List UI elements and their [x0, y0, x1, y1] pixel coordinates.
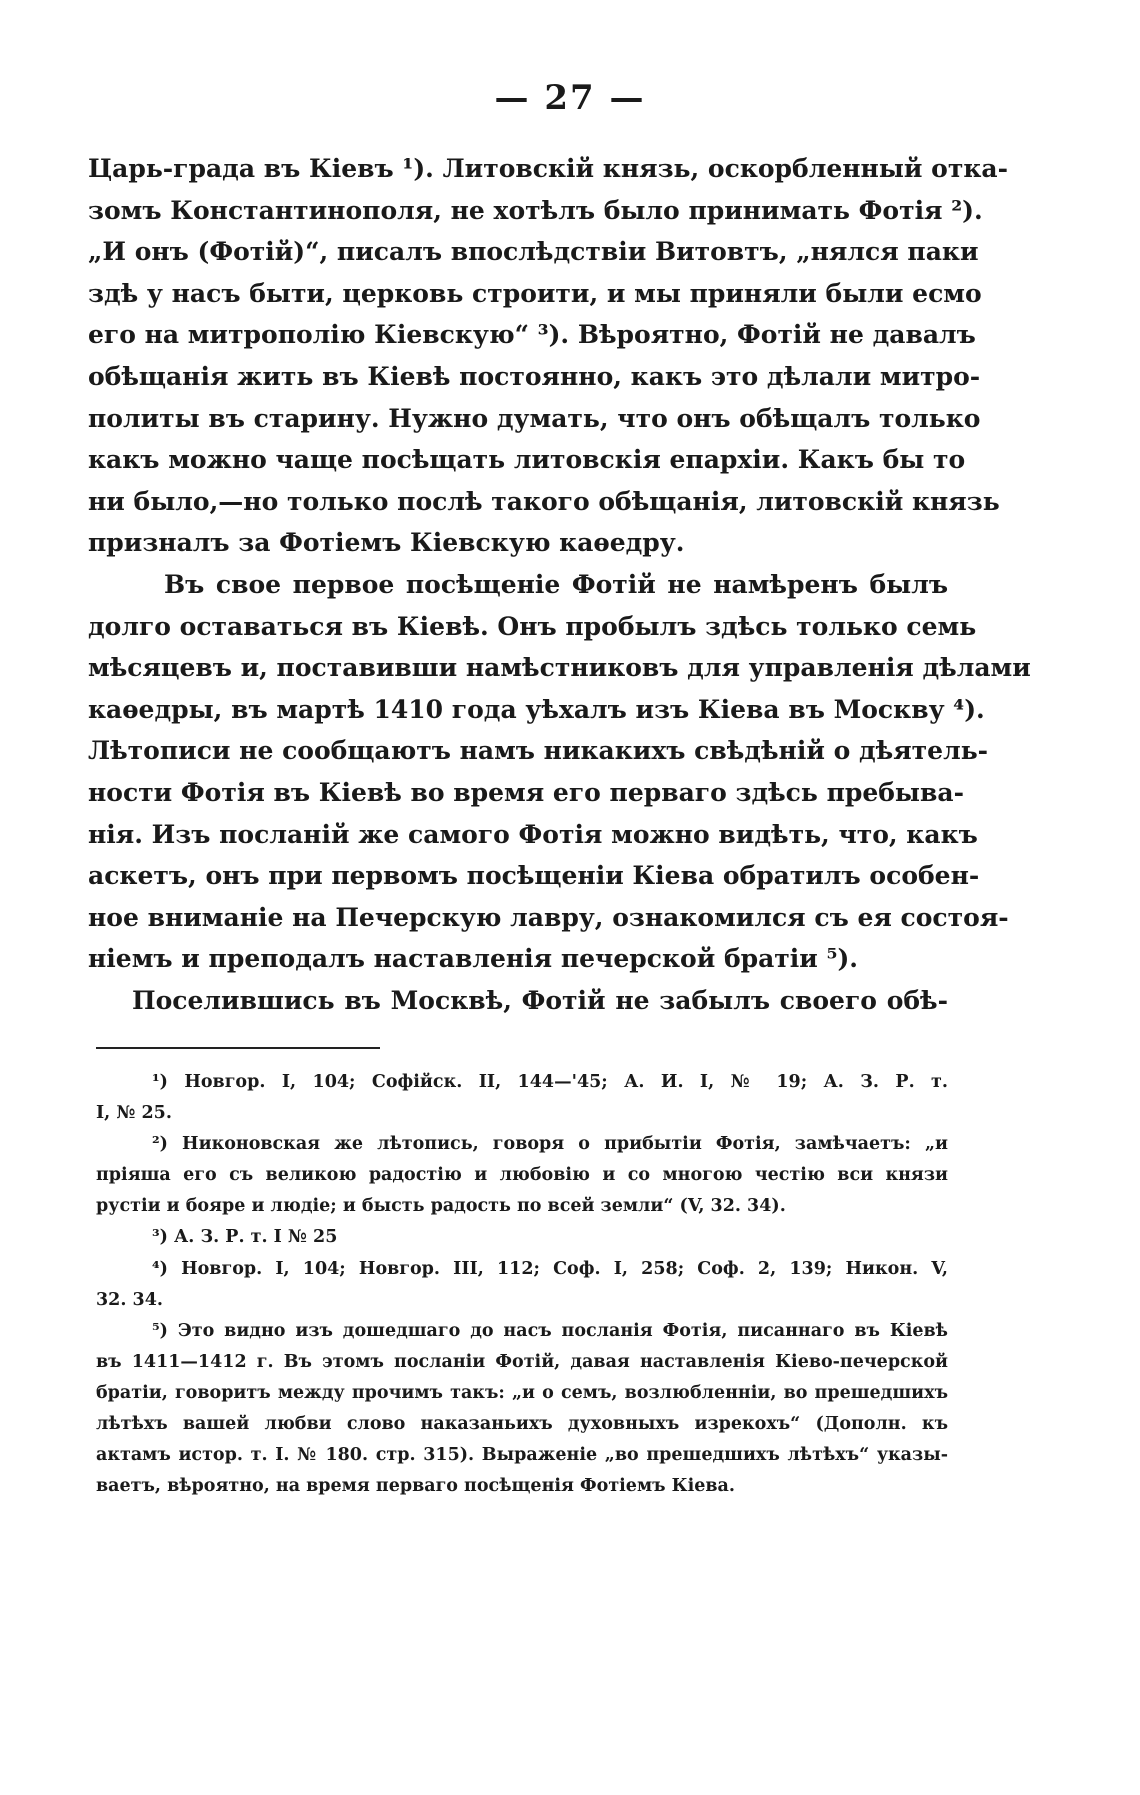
text-line: Лѣтописи не сообщаютъ намъ никакихъ свѣдѣній о дѣятель- [88, 736, 989, 766]
footnote-line: ⁵) Это видно изъ дошедшаго до насъ посланія Фотія, писаннаго въ Кіевѣ [152, 1320, 948, 1341]
footnote-line: актамъ истор. т. I. № 180. стр. 315). Выраженіе „во прешедшихъ лѣтѣхъ“ указы- [96, 1445, 948, 1466]
text-line: зомъ Константинополя, не хотѣлъ было принимать Фотія ²). [88, 195, 983, 225]
footnote-line: рустіи и бояре и людіе; и бысть радость по всей земли“ (V, 32. 34). [96, 1196, 786, 1217]
text-line: ное вниманіе на Печерскую лавру, ознакомился съ ея состоя- [88, 902, 1009, 932]
text-line: его на митрополію Кіевскую“ ³). Вѣроятно, Фотій не давалъ [88, 320, 976, 350]
paragraph-start-line: Поселившись въ Москвѣ, Фотій не забылъ своего обѣ- [132, 985, 948, 1015]
text-line: здѣ у насъ быти, церковь строити, и мы приняли были есмо [88, 278, 982, 308]
footnote-separator [96, 1047, 380, 1049]
text-line: ни было,—но только послѣ такого обѣщанія, литовскій князь [88, 486, 1000, 516]
footnote-line: пріяша его съ великою радостію и любовію и со многою честію вси князи [96, 1165, 948, 1186]
text-line: ности Фотія въ Кіевѣ во время его перваго здѣсь пребыва- [88, 777, 964, 807]
text-line: Царь-града въ Кіевъ ¹). Литовскій князь, оскорбленный отка- [88, 154, 1008, 183]
footnotes [96, 1067, 948, 1502]
footnote-line: ³) А. З. Р. т. I № 25 [152, 1227, 338, 1248]
footnote-line: ⁴) Новгор. I, 104; Новгор. III, 112; Соф. I, 258; Соф. 2, 139; Никон. V, [152, 1258, 948, 1279]
text-line: ніемъ и преподалъ наставленія печерской братіи ⁵). [88, 944, 859, 974]
text-line: каѳедры, въ мартѣ 1410 года уѣхалъ изъ Кіева въ Москву ⁴). [88, 694, 985, 724]
text-line: нія. Изъ посланій же самого Фотія можно видѣть, что, какъ [88, 819, 978, 849]
text-line: аскетъ, онъ при первомъ посѣщеніи Кіева обратилъ особен- [88, 861, 980, 891]
footnote-line: I, № 25. [96, 1103, 172, 1124]
text-line: политы въ старину. Нужно думать, что онъ обѣщалъ только [88, 403, 981, 433]
footnote-line: братіи, говоритъ между прочимъ такъ: „и о семъ, возлюбленніи, во прешедшихъ [96, 1382, 948, 1403]
footnote-line: 32. 34. [96, 1289, 163, 1310]
footnote-line: ²) Никоновская же лѣтопись, говоря о прибытіи Фотія, замѣчаетъ: „и [152, 1134, 948, 1155]
footnote-line: въ 1411—1412 г. Въ этомъ посланіи Фотій, давая наставленія Кіево-печерской [96, 1351, 948, 1372]
paragraph-start-line: Въ свое первое посѣщеніе Фотій не намѣренъ былъ [164, 569, 948, 599]
text-line: „И онъ (Фотій)“, писалъ впослѣдствіи Витовтъ, „нялся паки [88, 237, 979, 267]
main-text [88, 148, 1031, 1021]
footnote-line: ваетъ, вѣроятно, на время перваго посѣщенія Фотіемъ Кіева. [96, 1476, 735, 1497]
footnote-line: лѣтѣхъ вашей любви слово наказаньихъ духовныхъ изрекохъ“ (Дополн. къ [96, 1414, 948, 1435]
text-line: призналъ за Фотіемъ Кіевскую каѳедру. [88, 528, 685, 558]
text-line: какъ можно чаще посѣщать литовскія епархіи. Какъ бы то [88, 445, 966, 475]
text-line: мѣсяцевъ и, поставивши намѣстниковъ для управленія дѣлами [88, 653, 1031, 683]
footnote-line: ¹) Новгор. I, 104; Софійск. II, 144—'45; А. И. I, № 19; А. З. Р. т. [152, 1072, 948, 1092]
page-number: — 27 — [494, 78, 646, 118]
text-line: долго оставаться въ Кіевѣ. Онъ пробылъ здѣсь только семь [88, 611, 977, 641]
text-line: обѣщанія жить въ Кіевѣ постоянно, какъ это дѣлали митро- [88, 361, 981, 391]
